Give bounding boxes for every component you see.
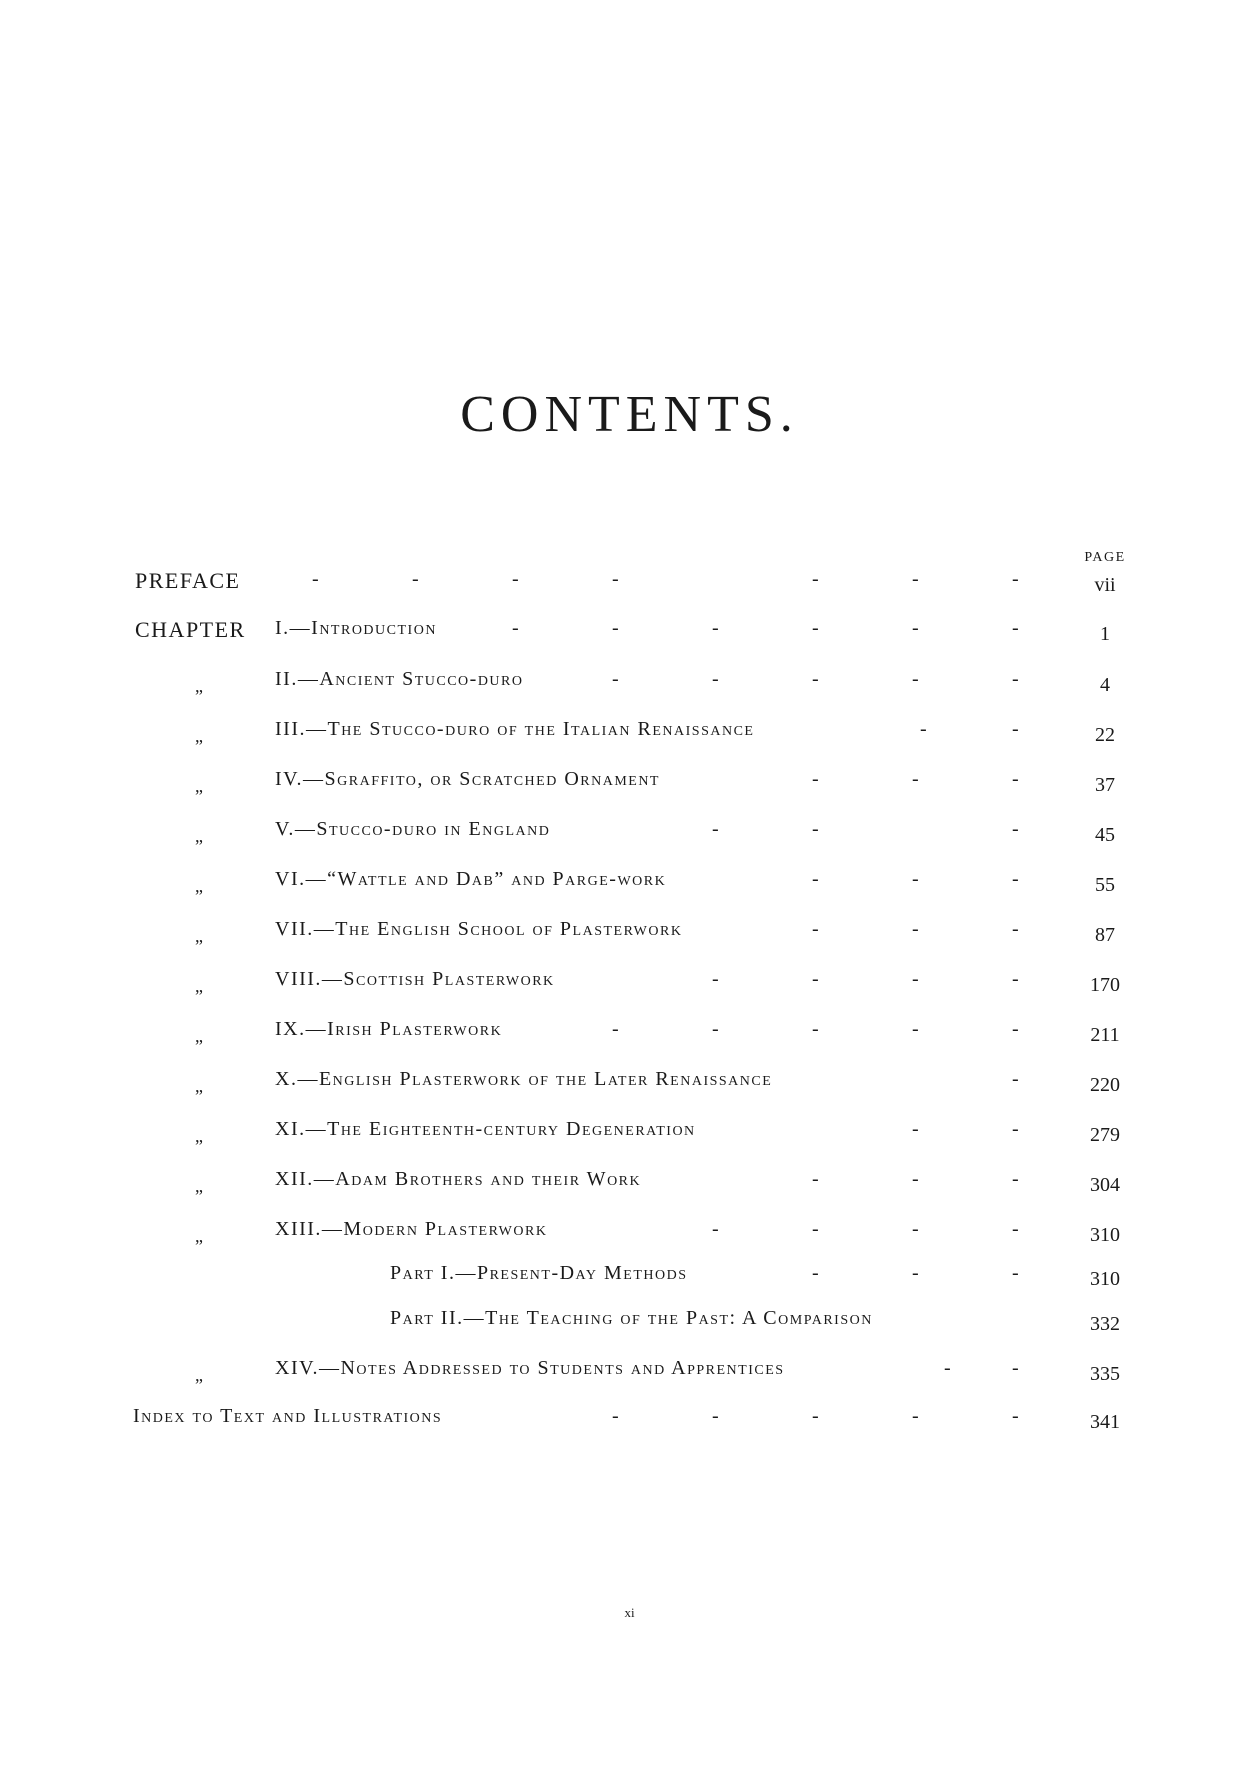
toc-entry-page: 170 [1090,974,1120,996]
ditto-mark: „ [195,1026,203,1046]
toc-entry-chapter-2: „ II.—Ancient Stucco-duro - - - - - 4 [0,668,1259,708]
toc-entry-chapter-13: „ XIII.—Modern Plasterwork - - - - 310 [0,1218,1259,1258]
toc-entry-page: 220 [1090,1074,1120,1096]
toc-entry-chapter-3: „ III.—The Stucco-duro of the Italian Renaissance - - 22 [0,718,1259,758]
ditto-mark: „ [195,926,203,946]
toc-entry-chapter-13-part-2 [0,1307,1259,1347]
ditto-mark: „ [195,676,203,696]
toc-entry-chapter-12: „ XII.—Adam Brothers and their Work - - - 304 [0,1168,1259,1208]
toc-entry-page: 4 [1100,674,1110,696]
toc-entry-title: VIII.—Scottish Plasterwork [275,968,555,990]
toc-entry-chapter-5: „ V.—Stucco-duro in England - - - 45 [0,818,1259,858]
toc-entry-title: VI.—“Wattle and Dab” and Parge-work [275,868,667,890]
toc-entry-chapter-1: CHAPTER I.—Introduction - - - - - - 1 [0,617,1259,657]
toc-entry-title: IV.—Sgraffito, or Scratched Ornament [275,768,660,790]
toc-entry-title: II.—Ancient Stucco-duro [275,668,524,690]
toc-entry-page: 341 [1090,1411,1120,1433]
ditto-mark: „ [195,876,203,896]
toc-entry-title: Index to Text and Illustrations [133,1405,443,1427]
page-title: CONTENTS. [460,386,799,443]
toc-entry-chapter-14: „ XIV.—Notes Addressed to Students and Apprentices - - 335 [0,1357,1259,1397]
ditto-mark: „ [195,1365,203,1385]
toc-entry-page: 304 [1090,1174,1120,1196]
toc-entry-page: 279 [1090,1124,1120,1146]
toc-entry-index: Index to Text and Illustrations - - - - - 341 [0,1405,1259,1445]
toc-entry-title: XIII.—Modern Plasterwork [275,1218,548,1240]
toc-entry-title: III.—The Stucco-duro of the Italian Renaissance [275,718,755,740]
toc-entry-page: 310 [1090,1268,1120,1290]
toc-entry-chapter-7: „ VII.—The English School of Plasterwork - - - 87 [0,918,1259,958]
toc-entry-page: 45 [1095,824,1115,846]
toc-entry-page: 87 [1095,924,1115,946]
toc-entry-page: vii [1094,574,1116,596]
ditto-mark: „ [195,1076,203,1096]
toc-entry-page: 22 [1095,724,1115,746]
toc-entry-chapter-11: „ XI.—The Eighteenth-century Degeneration - - 279 [0,1118,1259,1158]
toc-entry-title: VII.—The English School of Plasterwork [275,918,683,940]
toc-entry-page: 335 [1090,1363,1120,1385]
page-column-header: PAGE [1084,550,1126,565]
ditto-mark: „ [195,776,203,796]
toc-entry-chapter-13-part-1: Part I.—Present-Day Methods - - - 310 [0,1262,1259,1302]
toc-entry-chapter-6: „ VI.—“Wattle and Dab” and Parge-work - - - 55 [0,868,1259,908]
toc-entry-chapter-4: „ IV.—Sgraffito, or Scratched Ornament - - - 37 [0,768,1259,808]
toc-entry-page: 55 [1095,874,1115,896]
toc-entry-preface: PREFACE - - - - - - - vii [0,568,1259,608]
page-folio: xi [624,1605,635,1620]
toc-entry-title: V.—Stucco-duro in England [275,818,551,840]
toc-entry-chapter-8: „ VIII.—Scottish Plasterwork - - - - 170 [0,968,1259,1008]
ditto-mark: „ [195,1126,203,1146]
toc-entry-page: 37 [1095,774,1115,796]
toc-entry-title: Part I.—Present-Day Methods [390,1262,688,1284]
ditto-mark: „ [195,1226,203,1246]
toc-entry-page: 1 [1100,623,1110,645]
toc-entry-title: XIV.—Notes Addressed to Students and Apprentices [275,1357,785,1379]
toc-entry-title: XI.—The Eighteenth-century Degeneration [275,1118,696,1140]
toc-entry-prefix: CHAPTER [135,617,246,642]
toc-entry-title: XII.—Adam Brothers and their Work [275,1168,642,1190]
toc-entry-title: IX.—Irish Plasterwork [275,1018,503,1040]
toc-entry-title: Part II.—The Teaching of the Past: A Comparison [390,1307,873,1329]
toc-entry-page: 310 [1090,1224,1120,1246]
ditto-mark: „ [195,1176,203,1196]
toc-entry-page: 211 [1090,1024,1120,1046]
ditto-mark: „ [195,826,203,846]
toc-entry-page: 332 [1090,1313,1120,1335]
ditto-mark: „ [195,726,203,746]
toc-entry-title: X.—English Plasterwork of the Later Renaissance [275,1068,773,1090]
toc-entry-prefix: PREFACE [135,568,241,593]
toc-entry-chapter-10: „ X.—English Plasterwork of the Later Renaissance - 220 [0,1068,1259,1108]
toc-entry-chapter-9: „ IX.—Irish Plasterwork - - - - - 211 [0,1018,1259,1058]
toc-entry-title: I.—Introduction [275,617,437,639]
ditto-mark: „ [195,976,203,996]
